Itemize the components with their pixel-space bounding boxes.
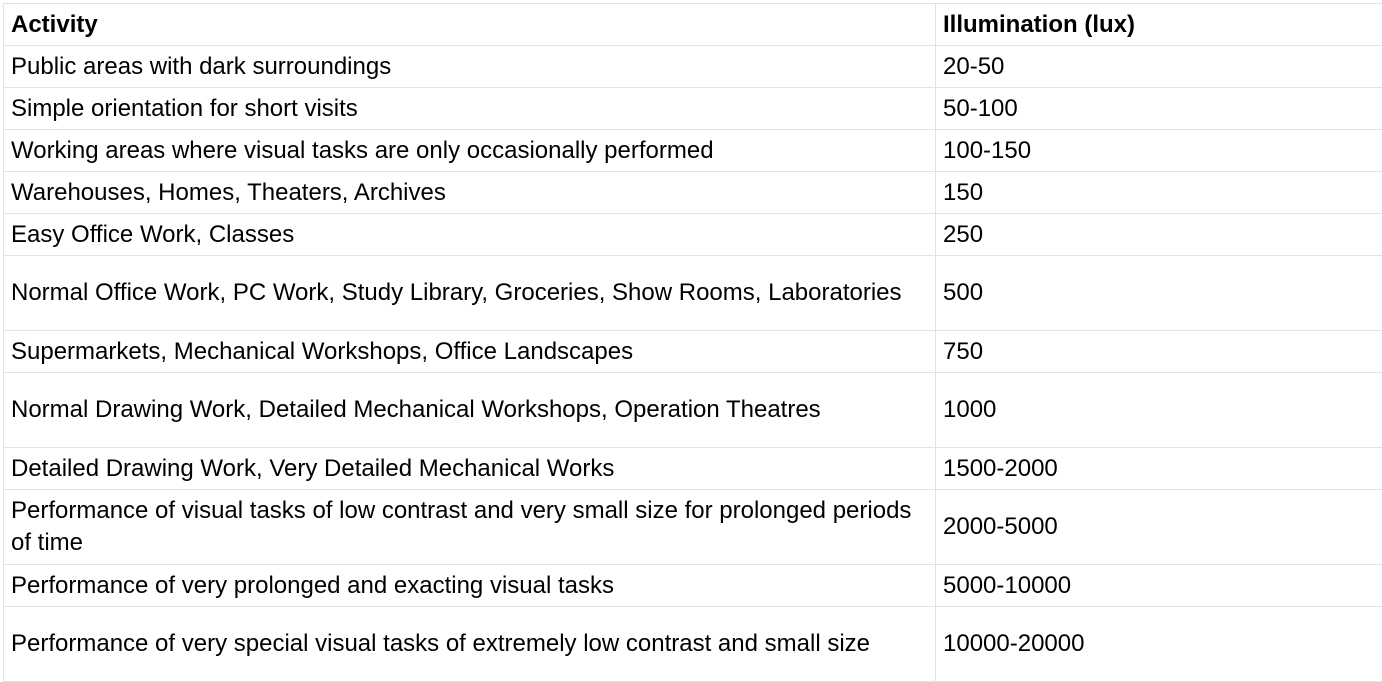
table-row [4, 607, 1382, 682]
activity-cell[interactable]: Public areas with dark surroundings [4, 46, 936, 88]
lux-cell[interactable]: 150 [936, 172, 1382, 214]
activity-cell[interactable]: Performance of very special visual tasks of extremely low contrast and small size [4, 607, 936, 682]
activity-cell[interactable]: Normal Drawing Work, Detailed Mechanical Workshops, Operation Theatres [4, 373, 936, 448]
activity-cell[interactable]: Performance of very prolonged and exacting visual tasks [4, 565, 936, 607]
table-row [4, 46, 1382, 88]
table-row [4, 256, 1382, 331]
activity-cell[interactable]: Warehouses, Homes, Theaters, Archives [4, 172, 936, 214]
activity-cell[interactable]: Detailed Drawing Work, Very Detailed Mechanical Works [4, 448, 936, 490]
header-activity[interactable]: Activity [4, 4, 936, 46]
table-row [4, 172, 1382, 214]
lux-cell[interactable]: 2000-5000 [936, 490, 1382, 565]
header-row [4, 4, 1382, 46]
lux-cell[interactable]: 10000-20000 [936, 607, 1382, 682]
table-row [4, 448, 1382, 490]
activity-cell[interactable]: Easy Office Work, Classes [4, 214, 936, 256]
lux-cell[interactable]: 100-150 [936, 130, 1382, 172]
table-row [4, 88, 1382, 130]
lux-cell[interactable]: 20-50 [936, 46, 1382, 88]
lux-cell[interactable]: 500 [936, 256, 1382, 331]
table-row [4, 565, 1382, 607]
lux-cell[interactable]: 250 [936, 214, 1382, 256]
table-row [4, 331, 1382, 373]
table-row [4, 130, 1382, 172]
header-illumination[interactable]: Illumination (lux) [936, 4, 1382, 46]
activity-cell[interactable]: Performance of visual tasks of low contrast and very small size for prolonged periods of time [4, 490, 936, 565]
lux-cell[interactable]: 750 [936, 331, 1382, 373]
activity-cell[interactable]: Normal Office Work, PC Work, Study Library, Groceries, Show Rooms, Laboratories [4, 256, 936, 331]
lux-cell[interactable]: 50-100 [936, 88, 1382, 130]
table-row [4, 490, 1382, 565]
lux-cell[interactable]: 1500-2000 [936, 448, 1382, 490]
activity-cell[interactable]: Simple orientation for short visits [4, 88, 936, 130]
table-row [4, 214, 1382, 256]
illumination-table [3, 3, 1382, 682]
activity-cell[interactable]: Supermarkets, Mechanical Workshops, Office Landscapes [4, 331, 936, 373]
table-row [4, 373, 1382, 448]
lux-cell[interactable]: 5000-10000 [936, 565, 1382, 607]
lux-cell[interactable]: 1000 [936, 373, 1382, 448]
activity-cell[interactable]: Working areas where visual tasks are only occasionally performed [4, 130, 936, 172]
